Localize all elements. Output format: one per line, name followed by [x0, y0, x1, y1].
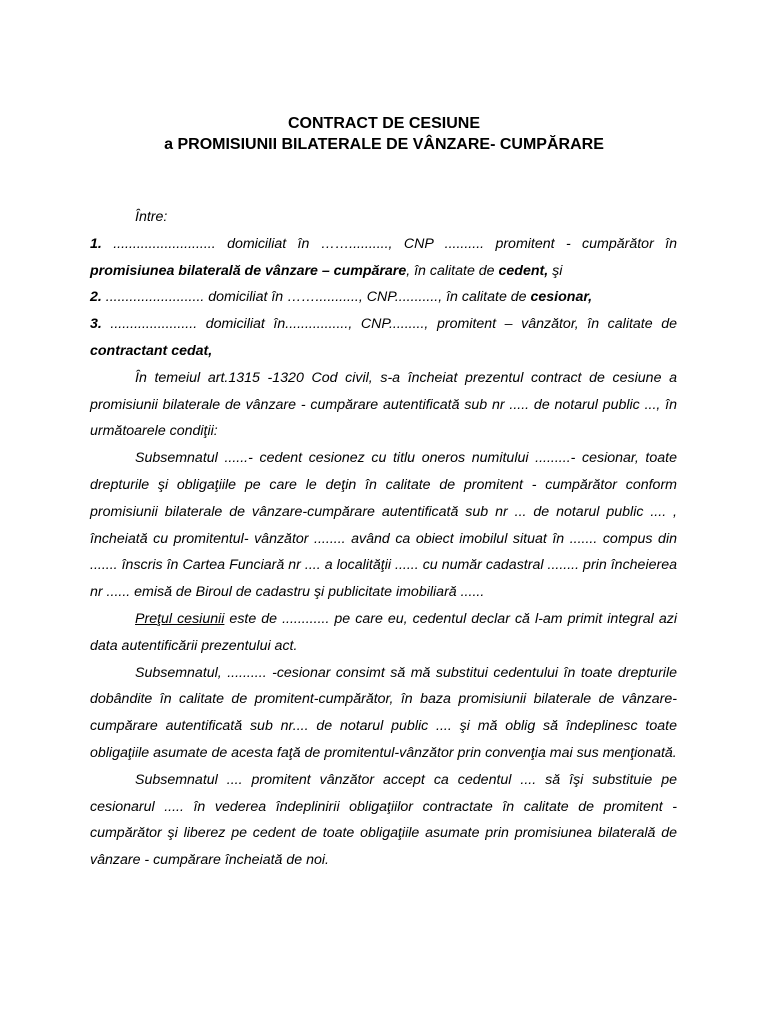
- party-1-number: 1.: [90, 235, 102, 252]
- legal-basis-paragraph: În temeiul art.1315 -1320 Cod civil, s-a încheiat prezentul contract de cesiune a promisiunii bilaterale de vânzare - cumpărare autentificată sub nr ..... de notarul public ..., în următoarele condiţii:: [90, 369, 677, 440]
- party-3-clause: [90, 311, 677, 365]
- party-1-suffix: şi: [548, 262, 563, 279]
- party-3-number: 3.: [90, 316, 102, 333]
- party-1-role: cedent,: [498, 262, 549, 279]
- price-label: Preţul cesiunii: [135, 610, 225, 627]
- cedent-paragraph: Subsemnatul ......- cedent cesionez cu titlu oneros numitului .........- cesionar, toate drepturile şi obligaţiile pe care le deţin în calitate de promitent - cumpărător conform promisiunii bilaterale de vânzare-cumpărare autentificată sub nr ... de notarul public .... , încheiată cu promitentul- vânzător ........ având ca obiect imobilul situat în ....... compus din ....... înscris în Cartea Funciară nr .... a localităţii ...... cu număr cadastral ........ prin încheierea nr ...... emisă de Biroul de cadastru şi publicitate imobiliară ......: [90, 450, 677, 601]
- document-title: CONTRACT DE CESIUNE: [287, 115, 480, 132]
- document-body: [90, 204, 677, 874]
- party-1-contract-type: promisiunea bilaterală de vânzare – cumpărare: [90, 262, 407, 279]
- party-2-clause: [90, 284, 677, 311]
- party-1-clause: [90, 231, 677, 285]
- party-2-role: cesionar,: [530, 289, 593, 306]
- intro-text: Între:: [135, 209, 168, 225]
- document-subtitle: a PROMISIUNII BILATERALE DE VÂNZARE- CUMPĂRARE: [164, 136, 604, 153]
- cesionar-paragraph: Subsemnatul, .......... -cesionar consimt să mă substitui cedentului în toate drepturile dobândite în calitate de promitent-cumpărător, în baza promisiunii bilaterale de vânzare-cumpărare autentificată sub nr.... de notarul public .... şi mă oblig să îndeplinesc toate obligaţiile asumate de acesta faţă de promitentul-vânzător prin convenţia mai sus menţionată.: [90, 664, 677, 761]
- party-3-role: contractant cedat,: [90, 342, 213, 359]
- promitent-paragraph: Subsemnatul .... promitent vânzător accept ca cedentul .... să îşi substituie pe cesionarul ..... în vederea îndeplinirii obligaţiilor contractate în calitate de promitent - cumpărător şi liberez pe cedent de toate obligaţiile asumate prin promisiunea bilaterală de vânzare - cumpărare încheiată de noi.: [90, 771, 677, 869]
- party-2-details: ......................... domiciliat în ……..........., CNP..........., în calitate de: [101, 289, 531, 306]
- price-paragraph: [90, 606, 677, 660]
- party-2-number: 2.: [90, 289, 102, 306]
- party-3-details: ...................... domiciliat în................, CNP........., promitent – vânzător, în calitate de: [101, 316, 677, 333]
- party-1-role-prefix: , în calitate de: [406, 262, 499, 279]
- price-text: este de ............ pe care eu, cedentul declar că l-am primit integral azi data autentificării prezentului act.: [90, 610, 677, 654]
- party-1-details: .......................... domiciliat în …….........., CNP .......... promitent - cumpărător în: [101, 235, 677, 252]
